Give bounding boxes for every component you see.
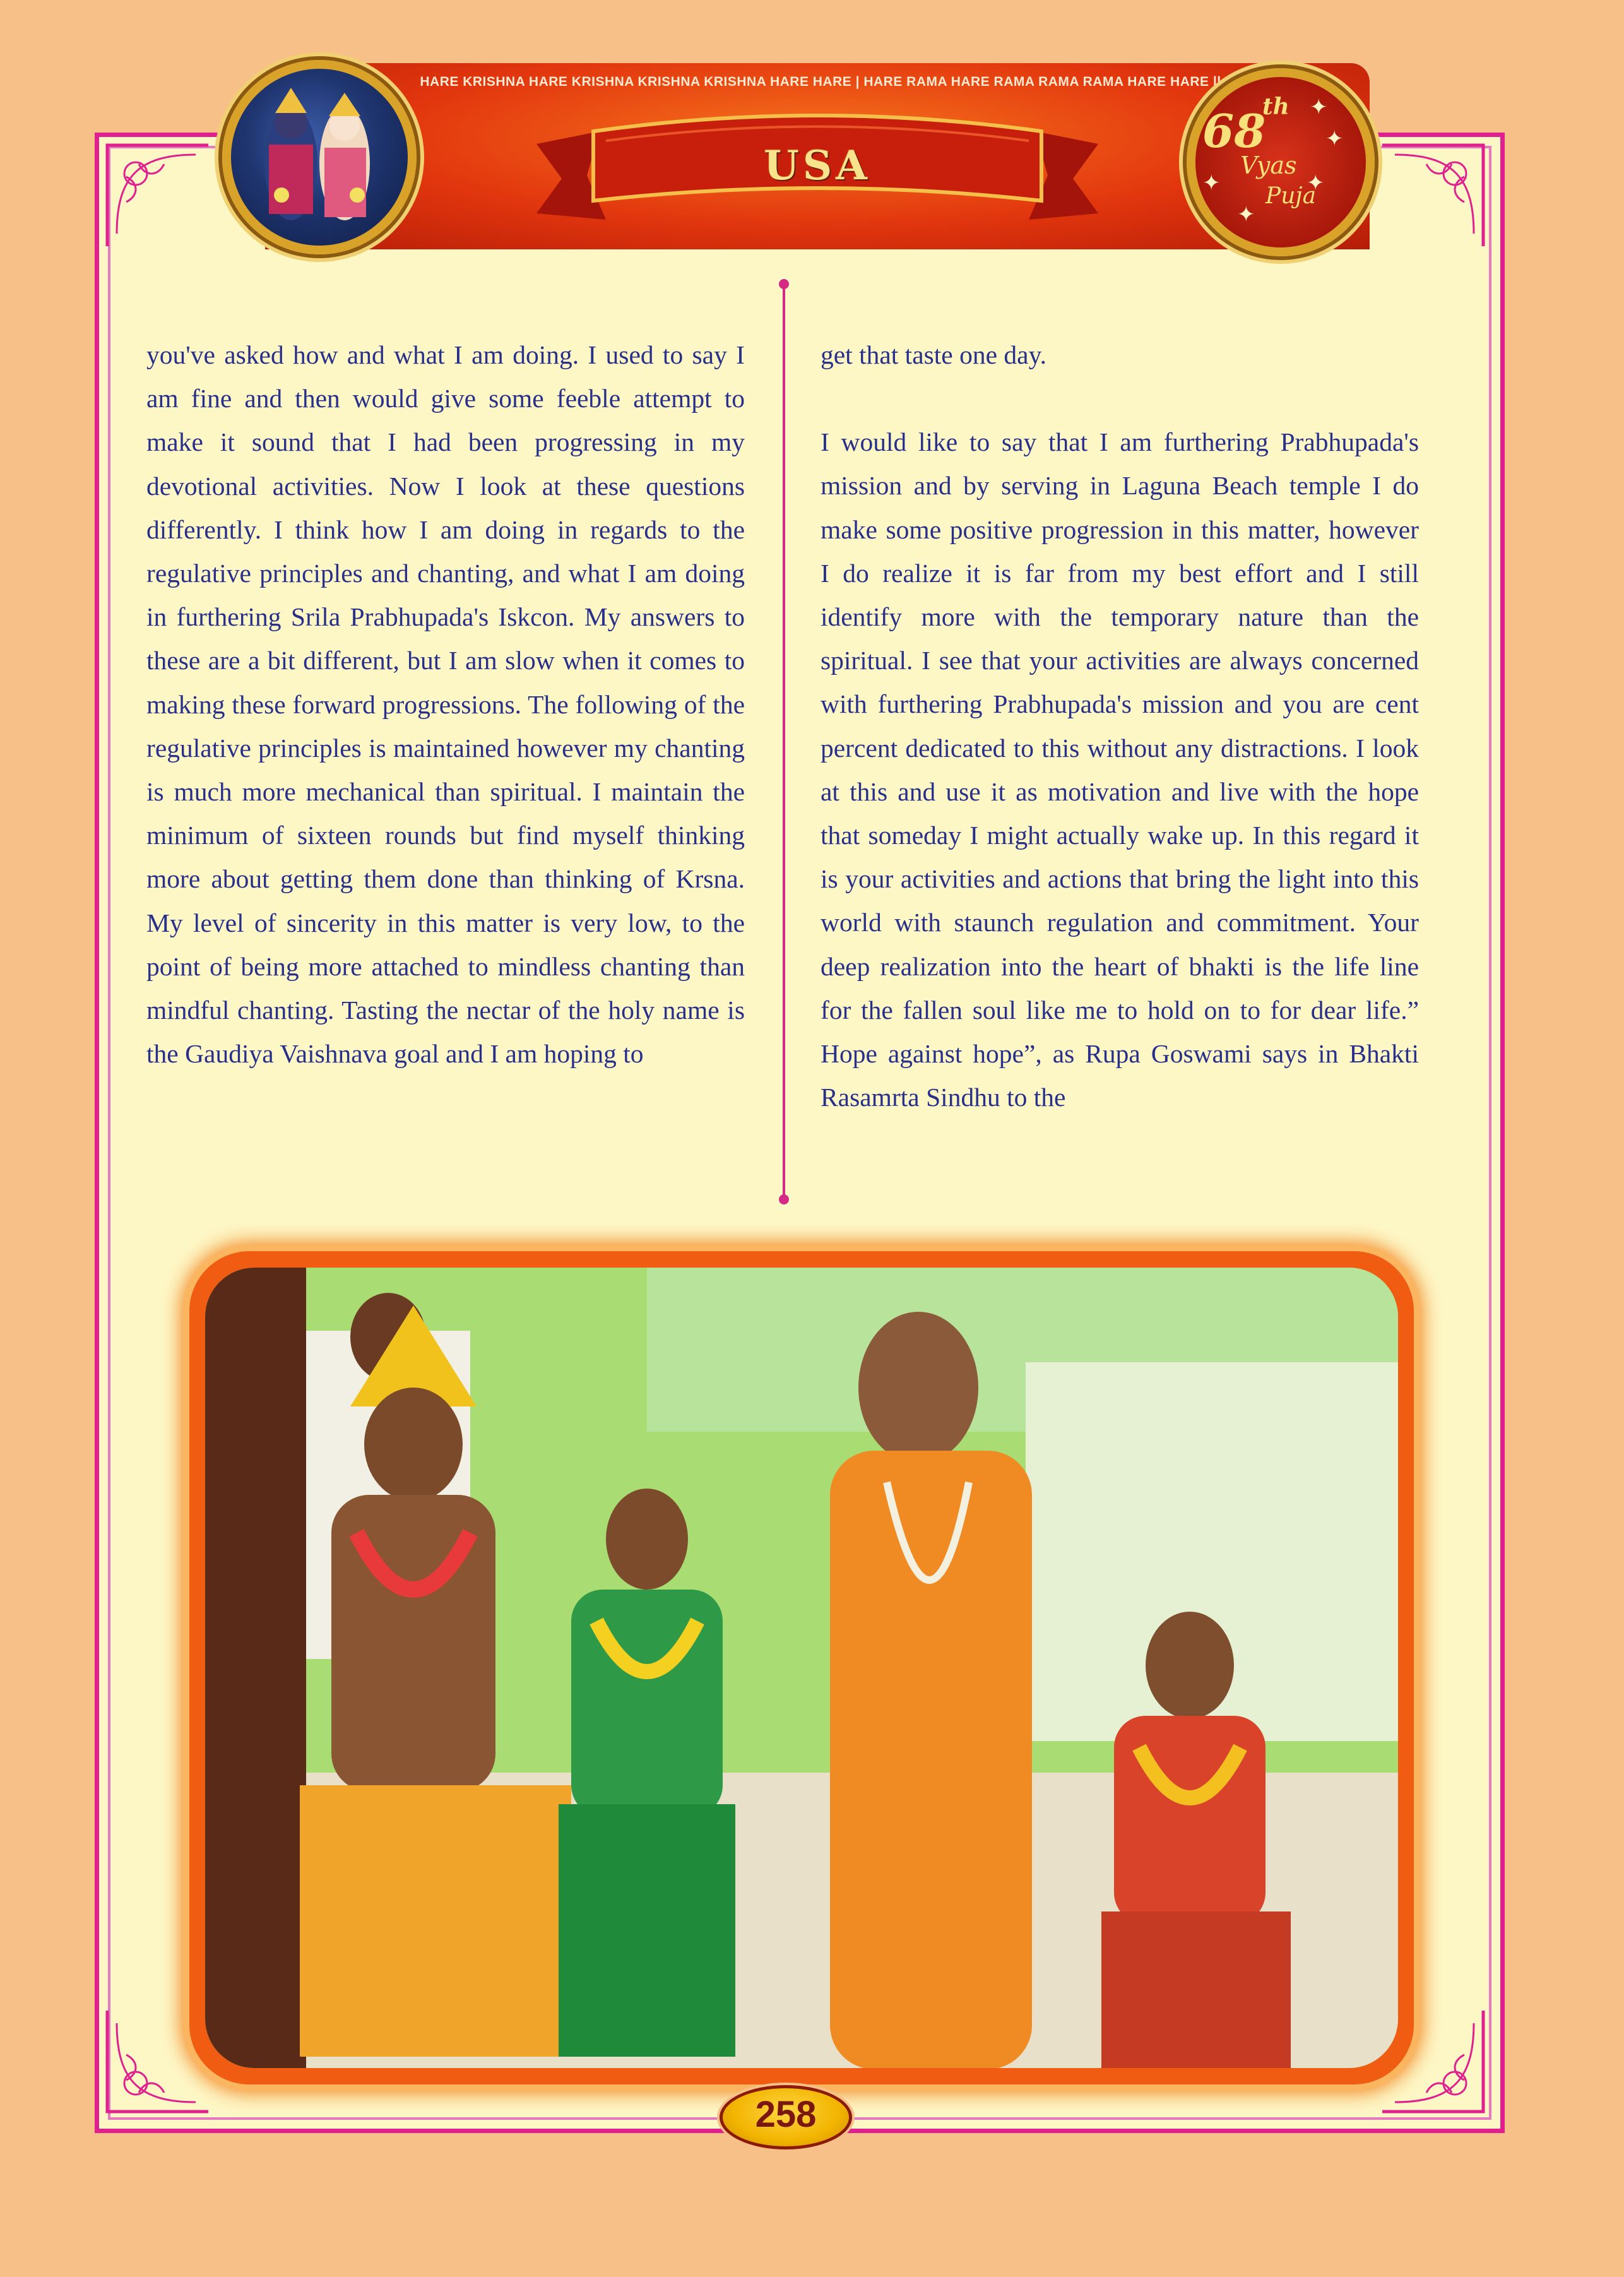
page-number: 258 <box>755 2094 817 2135</box>
left-paragraph: you've asked how and what I am doing. I used to say I am fine and then would give some feeble attempt to make it sound that I had been progressing in my devotional activities. Now I look at these questions differently. I think how I am doing in regards to the regulative principles and chanting, and what I am doing in furthering Srila Prabhupada's Iskcon. My answers to these are a bit different, but I am slow when it comes to making these forward progressions. The following of the regulative principles is maintained however my chanting is much more mechanical than spiritual. I maintain the minimum of sixteen rounds but find myself thinking more about getting them done than thinking of Krsna. My level of sincerity in this matter is very low, to the point of being more attached to mindless chanting than mindful chanting. Tasting the nectar of the holy name is the Gaudiya Vaishnava goal and I am hoping to <box>146 340 745 1069</box>
badge-word-vyas: Vyas <box>1240 152 1297 179</box>
paragraph-spacer <box>821 377 1419 420</box>
corner-ornament-icon <box>1376 139 1490 253</box>
badge-suffix: th <box>1262 93 1289 120</box>
star-icon: ✦ <box>1237 203 1255 227</box>
right-paragraph-2: I would like to say that I am furthering Prabhupada's mission and by serving in Laguna Beach temple I do make some positive progression in this matter, however I do realize it is far from my best effort and I still identify more with the temporary nature than the spiritual. I see that your activities are always concerned with furthering Prabhupada's mission and you are cent percent dedicated to this without any distractions. I look at this and use it as motivation and live with the hope that someday I might actually wake up. In this regard it is your activities and actions that bring the light into this world with staunch regulation and commitment. Your deep realization into the heart of bhakti is the life line for the fallen soul like me to hold on to for dear life.” Hope against hope”, as Rupa Goswami says in Bhakti Rasamrta Sindhu to the <box>821 427 1419 1112</box>
left-text-column <box>146 333 745 1076</box>
star-icon: ✦ <box>1307 172 1325 195</box>
star-icon: ✦ <box>1202 172 1221 195</box>
corner-ornament-icon <box>101 139 215 253</box>
star-icon: ✦ <box>1310 96 1328 119</box>
deity-medallion-image <box>222 60 417 254</box>
right-paragraph-1: get that taste one day. <box>821 340 1046 369</box>
right-text-column <box>821 333 1419 1119</box>
divider-dot-bottom <box>779 1194 789 1204</box>
column-divider <box>783 284 785 1199</box>
divider-dot-top <box>779 279 789 289</box>
mantra-line: HARE KRISHNA HARE KRISHNA KRISHNA KRISHNA HARE HARE | HARE RAMA HARE RAMA RAMA RAMA HARE HARE || <box>420 74 1221 89</box>
star-icon: ✦ <box>1325 128 1344 151</box>
devotees-group-photo <box>205 1268 1398 2068</box>
badge-number: 68 <box>1202 104 1266 158</box>
badge-word-puja: Puja <box>1265 183 1317 209</box>
page-title: USA <box>764 142 871 189</box>
